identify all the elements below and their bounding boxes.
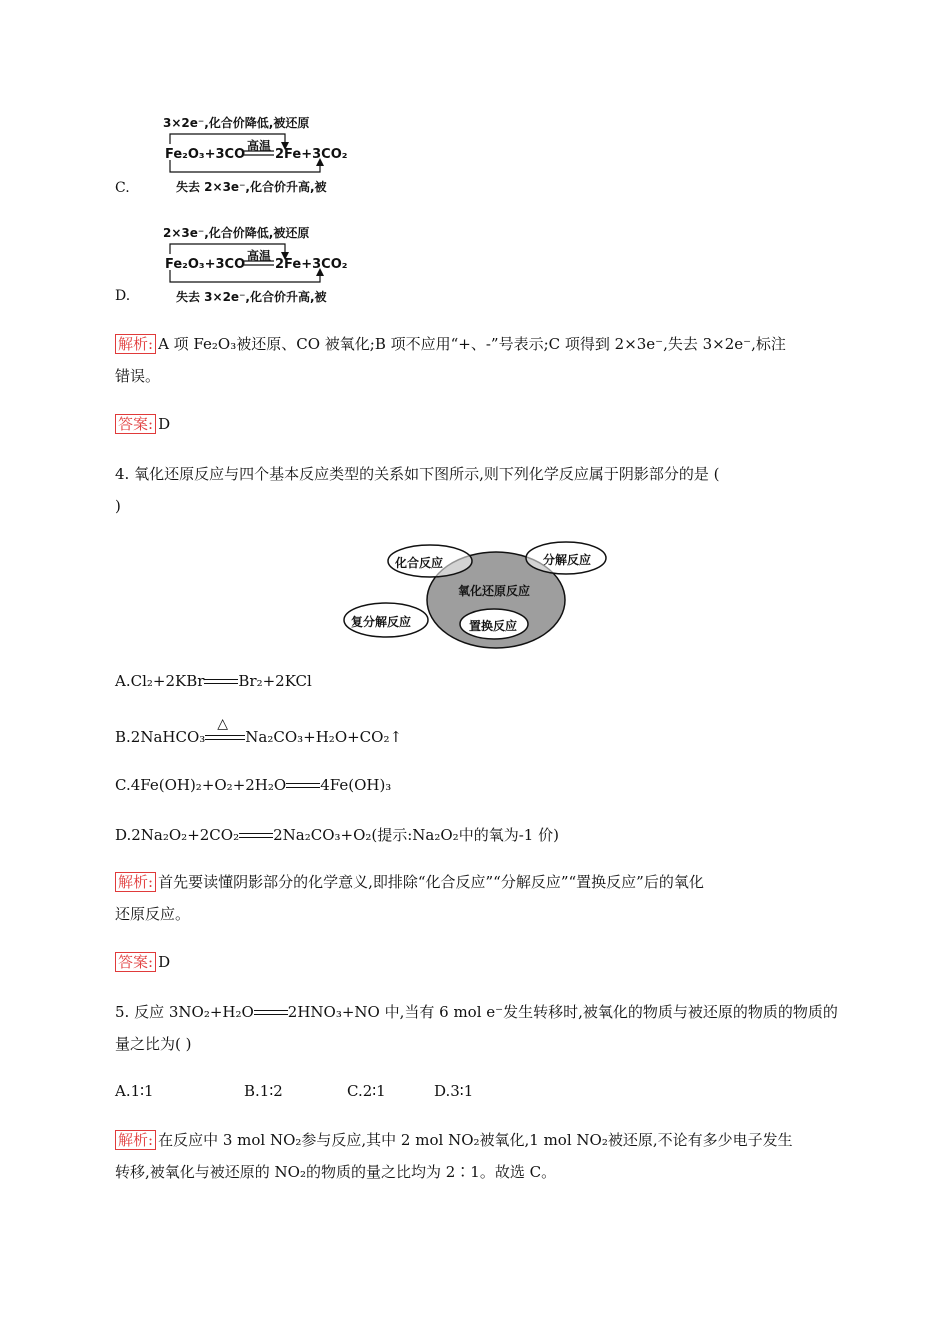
q4-stem-continued: ) bbox=[115, 497, 121, 515]
q3-analysis-text: A 项 Fe₂O₃被还原、CO 被氧化;B 项不应用“+、-”号表示;C 项得到 2×3e⁻,失去 3×2e⁻,标注 bbox=[158, 335, 786, 353]
venn-combination-label: 化合反应 bbox=[395, 556, 444, 570]
q4-option-a-reactants: A.Cl₂+2KBr bbox=[115, 672, 205, 690]
option-d-label: D. bbox=[115, 288, 131, 304]
q3-analysis bbox=[115, 334, 786, 354]
option-d-reactants: Fe₂O₃+3CO bbox=[165, 257, 246, 272]
q4-stem: 4. 氧化还原反应与四个基本反应类型的关系如下图所示,则下列化学反应属于阴影部分的是 ( bbox=[115, 465, 720, 483]
q4-option-d[interactable] bbox=[115, 824, 559, 845]
q5-option-b[interactable]: B.1∶2 bbox=[244, 1082, 283, 1100]
q4-option-c-products: 4Fe(OH)₃ bbox=[320, 776, 392, 794]
answer-tag: 答案: bbox=[115, 952, 156, 972]
q5-option-d[interactable]: D.3∶1 bbox=[434, 1082, 474, 1100]
option-c-label: C. bbox=[115, 180, 130, 196]
equals-sign bbox=[204, 678, 238, 686]
q3-analysis-continued: 错误。 bbox=[115, 367, 161, 385]
analysis-tag: 解析: bbox=[115, 1130, 156, 1150]
q5-analysis-continued: 转移,被氧化与被还原的 NO₂的物质的量之比均为 2∶1。故选 C。 bbox=[115, 1163, 557, 1181]
equals-sign bbox=[286, 782, 320, 790]
q4-option-c-reactants: C.4Fe(OH)₂+O₂+2H₂O bbox=[115, 776, 287, 794]
q4-analysis-text: 首先要读懂阴影部分的化学意义,即排除“化合反应”“分解反应”“置换反应”后的氧化 bbox=[158, 873, 704, 891]
option-d-gain-text: 2×3e⁻,化合价降低,被还原 bbox=[163, 226, 310, 240]
q5-option-a[interactable]: A.1∶1 bbox=[115, 1082, 154, 1100]
q4-option-d-products: 2Na₂CO₃+O₂(提示:Na₂O₂中的氧为-1 价) bbox=[273, 826, 559, 844]
q5-stem-continued: 量之比为( ) bbox=[115, 1035, 192, 1053]
q4-answer-value: D bbox=[158, 953, 171, 971]
venn-redox-label: 氧化还原反应 bbox=[458, 584, 531, 598]
q4-analysis-continued: 还原反应。 bbox=[115, 905, 191, 923]
analysis-tag: 解析: bbox=[115, 872, 156, 892]
heat-symbol: △ bbox=[217, 716, 229, 732]
q4-answer bbox=[115, 952, 170, 972]
q3-answer bbox=[115, 414, 170, 434]
q5-stem bbox=[115, 1002, 838, 1022]
q4-option-a-products: Br₂+2KCl bbox=[238, 672, 312, 690]
analysis-tag: 解析: bbox=[115, 334, 156, 354]
option-c-gain-text: 3×2e⁻,化合价降低,被还原 bbox=[163, 116, 310, 130]
q4-option-b-products: Na₂CO₃+H₂O+CO₂↑ bbox=[245, 728, 403, 746]
q4-option-b-reactants: B.2NaHCO₃ bbox=[115, 728, 206, 746]
q4-option-a[interactable] bbox=[115, 672, 312, 690]
venn-displacement-label: 置换反应 bbox=[469, 619, 518, 633]
q5-stem-rest: 2HNO₃+NO 中,当有 6 mol e⁻发生转移时,被氧化的物质与被还原的物质的物质的 bbox=[287, 1003, 838, 1021]
equals-sign bbox=[239, 832, 273, 840]
q5-analysis bbox=[115, 1130, 793, 1150]
equals-sign-heat bbox=[205, 716, 245, 742]
answer-tag: 答案: bbox=[115, 414, 156, 434]
q4-option-d-reactants: D.2Na₂O₂+2CO₂ bbox=[115, 826, 240, 844]
option-d-products: 2Fe+3CO₂ bbox=[275, 257, 348, 272]
q4-analysis bbox=[115, 872, 704, 892]
q5-stem-reactants: 5. 反应 3NO₂+H₂O bbox=[115, 1003, 254, 1021]
option-c-condition: 高温 bbox=[247, 139, 272, 153]
venn-decomposition-label: 分解反应 bbox=[543, 553, 592, 567]
option-c-products: 2Fe+3CO₂ bbox=[275, 147, 348, 162]
option-d-condition: 高温 bbox=[247, 249, 272, 263]
option-d-loss-text: 失去 3×2e⁻,化合价升高,被 bbox=[176, 290, 327, 304]
option-c-loss-text: 失去 2×3e⁻,化合价升高,被 bbox=[176, 180, 327, 194]
q4-option-c[interactable] bbox=[115, 776, 391, 794]
option-c-reactants: Fe₂O₃+3CO bbox=[165, 147, 246, 162]
equals-sign bbox=[254, 1009, 288, 1017]
q3-answer-value: D bbox=[158, 415, 171, 433]
q5-analysis-text: 在反应中 3 mol NO₂参与反应,其中 2 mol NO₂被氧化,1 mol NO₂被还原,不论有多少电子发生 bbox=[158, 1131, 793, 1149]
q5-option-c[interactable]: C.2∶1 bbox=[347, 1082, 386, 1100]
venn-double-decomposition-label: 复分解反应 bbox=[351, 615, 412, 629]
q4-option-b[interactable] bbox=[115, 716, 403, 746]
